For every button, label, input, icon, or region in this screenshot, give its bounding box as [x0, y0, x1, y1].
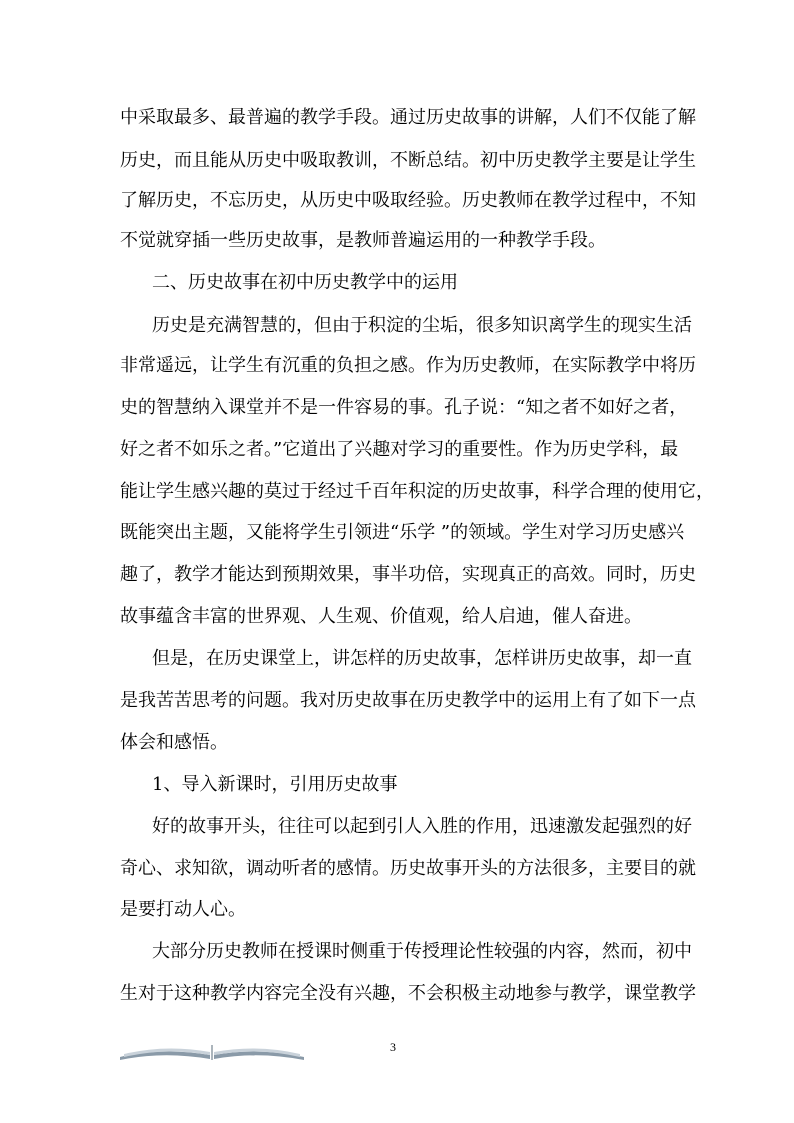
paragraph-first-line: 但是，在历史课堂上，讲怎样的历史故事，怎样讲历史故事，却一直: [152, 648, 692, 669]
body-line: 不觉就穿插一些历史故事，是教师普遍运用的一种教学手段。: [120, 230, 606, 251]
body-line: 史的智慧纳入课堂并不是一件容易的事。孔子说：“知之者不如好之者，: [120, 397, 688, 418]
body-line: 奇心、求知欲，调动听者的感情。历史故事开头的方法很多，主要目的就: [120, 858, 696, 879]
body-line: 好之者不如乐之者。”它道出了兴趣对学习的重要性。作为历史学科，最: [120, 439, 679, 460]
paragraph-first-line: 好的故事开头，往往可以起到引人入胜的作用，迅速激发起强烈的好: [152, 816, 692, 837]
paragraph-first-line: 大部分历史教师在授课时侧重于传授理论性较强的内容，然而，初中: [152, 941, 692, 962]
body-line: 体会和感悟。: [120, 732, 228, 753]
section-heading: 二、历史故事在初中历史教学中的运用: [152, 272, 458, 293]
page-number: 3: [390, 1040, 396, 1054]
body-line: 了解历史，不忘历史，从历史中吸取经验。历史教师在教学过程中，不知: [120, 190, 696, 211]
body-line: 故事蕴含丰富的世界观、人生观、价值观，给人启迪，催人奋进。: [120, 606, 642, 627]
body-line: 既能突出主题，又能将学生引领进“乐学 ”的领域。学生对学习历史感兴: [120, 522, 685, 543]
body-line: 非常遥远，让学生有沉重的负担之感。作为历史教师，在实际教学中将历: [120, 355, 696, 376]
body-line: 历史，而且能从历史中吸取教训，不断总结。初中历史教学主要是让学生: [120, 150, 696, 171]
body-line: 中采取最多、最普遍的教学手段。通过历史故事的讲解，人们不仅能了解: [120, 107, 696, 128]
subsection-heading: 1、导入新课时，引用历史故事: [152, 774, 398, 795]
body-line: 是我苦苦思考的问题。我对历史故事在历史教学中的运用上有了如下一点: [120, 690, 696, 711]
body-line: 能让学生感兴趣的莫过于经过千百年积淀的历史故事，科学合理的使用它，: [120, 481, 714, 502]
open-book-logo-icon: [118, 1039, 306, 1061]
body-line: 是要打动人心。: [120, 899, 246, 920]
body-line: 生对于这种教学内容完全没有兴趣，不会积极主动地参与教学，课堂教学: [120, 983, 696, 1004]
body-line: 趣了，教学才能达到预期效果，事半功倍，实现真正的高效。同时，历史: [120, 564, 696, 585]
paragraph-first-line: 历史是充满智慧的，但由于积淀的尘垢，很多知识离学生的现实生活: [152, 315, 692, 336]
